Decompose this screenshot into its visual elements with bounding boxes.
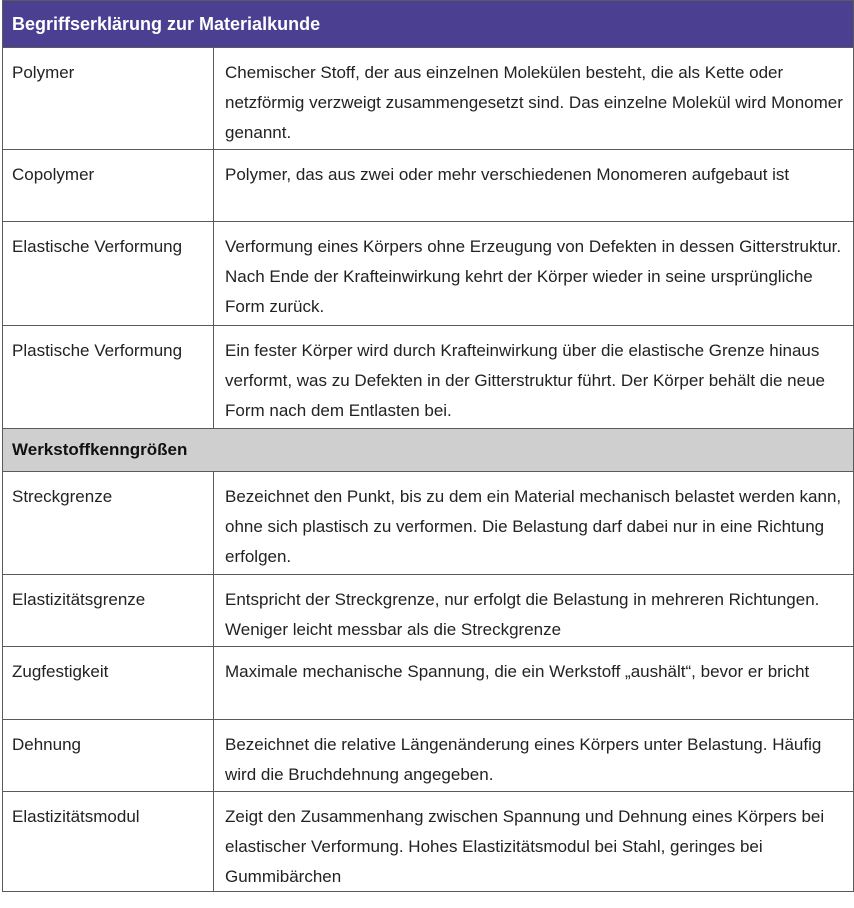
term-cell: Polymer bbox=[3, 48, 214, 149]
term-cell: Plastische Verformung bbox=[3, 326, 214, 428]
table-row bbox=[3, 471, 853, 574]
definition-cell: Entspricht der Streckgrenze, nur erfolgt die Belastung in mehreren Richtungen. Weniger leicht messbar als die Streckgrenze bbox=[225, 590, 820, 639]
definition-cell: Bezeichnet die relative Längenänderung eines Körpers unter Belastung. Häufig wird die Bruchdehnung angegeben. bbox=[225, 735, 822, 784]
term-cell: Copolymer bbox=[3, 150, 214, 221]
table-title: Begriffserklärung zur Materialkunde bbox=[3, 1, 853, 47]
term-cell: Zugfestigkeit bbox=[3, 647, 214, 719]
definition-cell: Bezeichnet den Punkt, bis zu dem ein Material mechanisch belastet werden kann, ohne sich plastisch zu verformen. Die Belastung darf dabei nur in eine Richtung erfolgen. bbox=[225, 487, 842, 566]
definition-cell: Polymer, das aus zwei oder mehr verschiedenen Monomeren aufgebaut ist bbox=[225, 165, 790, 184]
definition-cell: Zeigt den Zusammenhang zwischen Spannung und Dehnung eines Körpers bei elastischer Verformung. Hohes Elastizitätsmodul bei Stahl, geringes bei Gummibärchen bbox=[225, 807, 825, 886]
term-cell: Elastizitätsgrenze bbox=[3, 575, 214, 646]
material-glossary-table bbox=[2, 0, 854, 892]
term-cell: Elastizitätsmodul bbox=[3, 792, 214, 891]
definition-cell: Chemischer Stoff, der aus einzelnen Molekülen besteht, die als Kette oder netzförmig verzweigt zusammengesetzt sind. Das einzelne Molekül wird Monomer genannt. bbox=[225, 63, 843, 142]
table-row bbox=[3, 719, 853, 791]
section-heading: Werkstoffkenngrößen bbox=[3, 428, 853, 471]
table-row bbox=[3, 149, 853, 221]
term-cell: Elastische Verformung bbox=[3, 222, 214, 325]
definition-cell: Verformung eines Körpers ohne Erzeugung von Defekten in dessen Gitterstruktur. Nach Ende der Krafteinwirkung kehrt der Körper wieder in seine ursprüngliche Form zurück. bbox=[225, 237, 842, 316]
definition-cell: Ein fester Körper wird durch Krafteinwirkung über die elastische Grenze hinaus verformt, was zu Defekten in der Gitterstruktur führt. Der Körper behält die neue Form nach dem Entlasten bei. bbox=[225, 341, 825, 420]
table-row bbox=[3, 221, 853, 325]
table-row bbox=[3, 791, 853, 891]
table-row bbox=[3, 574, 853, 646]
term-cell: Dehnung bbox=[3, 720, 214, 791]
table-row bbox=[3, 646, 853, 719]
table-row bbox=[3, 325, 853, 428]
definition-cell: Maximale mechanische Spannung, die ein Werkstoff „aushält“, bevor er bricht bbox=[225, 662, 810, 681]
term-cell: Streckgrenze bbox=[3, 472, 214, 574]
table-row bbox=[3, 47, 853, 149]
